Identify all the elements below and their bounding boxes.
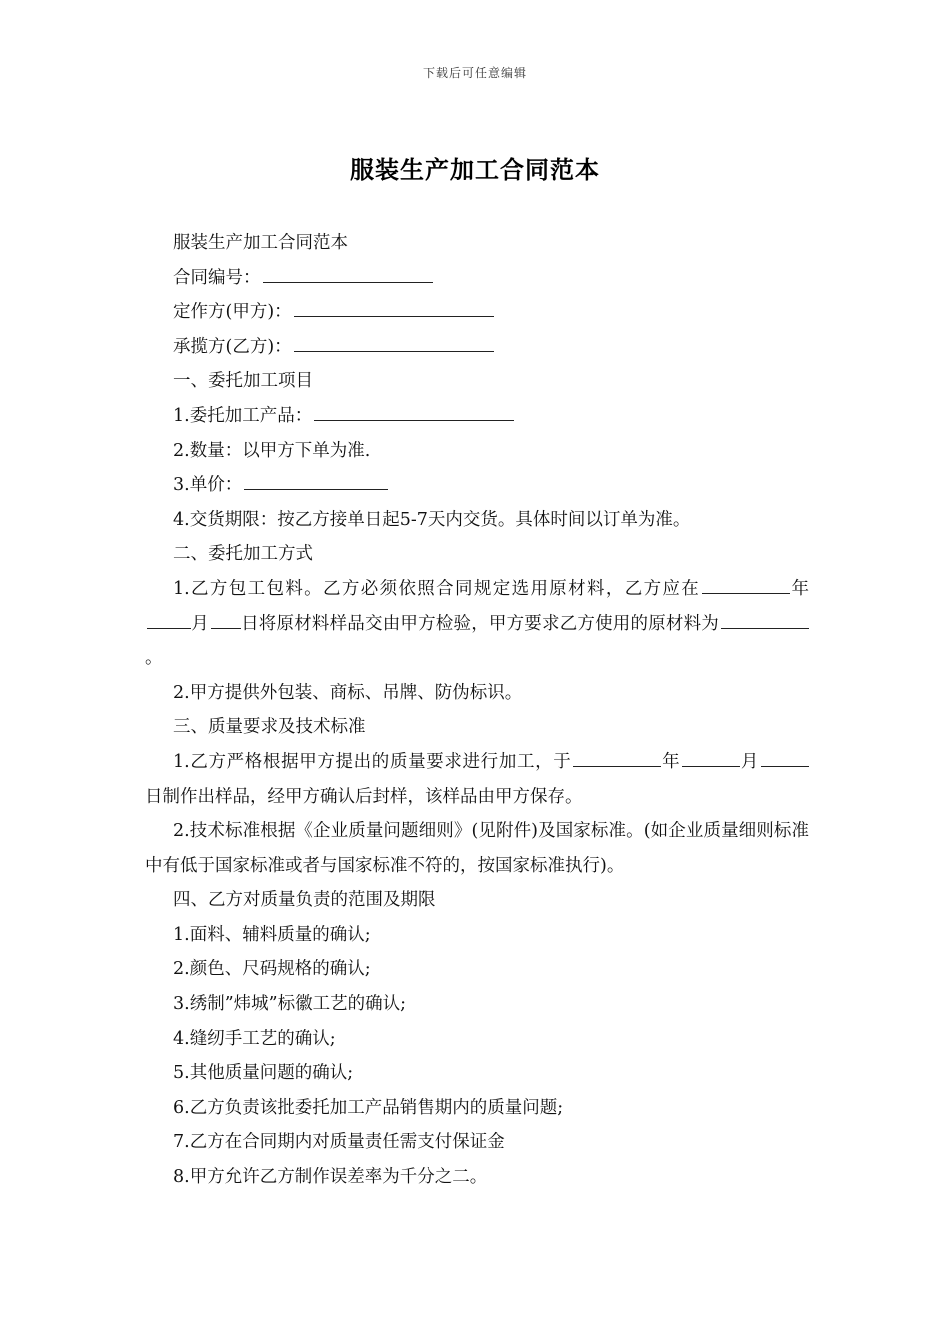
party-a-blank xyxy=(294,298,494,317)
party-b-blank xyxy=(294,333,494,352)
section-4-item-7: 7.乙方在合同期内对质量责任需支付保证金 xyxy=(173,1132,505,1153)
document-body xyxy=(145,226,809,1195)
sample-year-blank xyxy=(573,748,661,767)
section-4-heading: 四、乙方对质量负责的范围及期限 xyxy=(173,890,436,911)
contract-number-line xyxy=(145,261,809,296)
section-3-item-1-text-a: 1.乙方严格根据甲方提出的质量要求进行加工，于 xyxy=(173,751,572,772)
contract-number-blank xyxy=(263,264,433,283)
document-title: 服装生产加工合同范本 xyxy=(350,156,600,184)
unit-price-blank xyxy=(244,471,388,490)
section-2-item-1-text-a: 1.乙方包工包料。乙方必须依照合同规定选用原材料，乙方应在 xyxy=(173,578,701,599)
product-label: 1.委托加工产品： xyxy=(173,405,313,426)
section-3-item-1-text-b: 日制作出样品，经甲方确认后封样，该样品由甲方保存。 xyxy=(145,786,583,807)
header-note: 下载后可任意编辑 xyxy=(422,66,527,80)
sample-year-label: 年 xyxy=(661,751,681,772)
party-b-label: 承揽方(乙方)： xyxy=(173,336,292,357)
section-1-item-3 xyxy=(145,468,809,503)
section-4-item-6: 6.乙方负责该批委托加工产品销售期内的质量问题; xyxy=(173,1097,564,1118)
section-1-item-4: 4.交货期限：按乙方接单日起5-7天内交货。具体时间以订单为准。 xyxy=(173,509,691,530)
section-2-heading: 二、委托加工方式 xyxy=(173,544,313,565)
unit-price-label: 3.单价： xyxy=(173,475,243,496)
day-blank xyxy=(211,610,241,629)
section-1-item-1 xyxy=(145,399,809,434)
section-4-item-1: 1.面料、辅料质量的确认; xyxy=(173,924,371,945)
section-2-item-1-text-b: 日将原材料样品交由甲方检验，甲方要求乙方使用的原材料为 xyxy=(240,613,720,634)
year-blank xyxy=(702,575,790,594)
sample-month-blank xyxy=(682,748,740,767)
section-2-item-1-end: 。 xyxy=(145,648,163,669)
party-b-line xyxy=(145,330,809,365)
year-label: 年 xyxy=(790,578,809,599)
contract-number-label: 合同编号： xyxy=(173,267,261,288)
sample-day-blank-b xyxy=(791,748,809,767)
document-subtitle: 服装生产加工合同范本 xyxy=(173,233,348,253)
sample-day-blank-a xyxy=(761,748,791,767)
section-2-item-2: 2.甲方提供外包装、商标、吊牌、防伪标识。 xyxy=(173,682,523,703)
sample-month-label: 月 xyxy=(740,751,760,772)
section-4-item-2: 2.颜色、尺码规格的确认; xyxy=(173,959,371,980)
party-a-line xyxy=(145,295,809,330)
material-blank xyxy=(721,610,809,629)
section-2-item-1 xyxy=(145,572,809,676)
section-4-item-4: 4.缝纫手工艺的确认; xyxy=(173,1028,336,1049)
section-3-item-2: 2.技术标准根据《企业质量问题细则》(见附件)及国家标准。(如企业质量细则标准中有低于国家标准或者与国家标准不符的，按国家标准执行)。 xyxy=(145,821,809,876)
party-a-label: 定作方(甲方)： xyxy=(173,302,292,323)
month-label: 月 xyxy=(191,613,209,634)
section-1-item-2: 2.数量：以甲方下单为准. xyxy=(173,440,371,461)
section-3-item-1 xyxy=(145,745,809,814)
section-4-item-5: 5.其他质量问题的确认; xyxy=(173,1063,354,1084)
section-4-item-8: 8.甲方允许乙方制作误差率为千分之二。 xyxy=(173,1167,488,1188)
section-4-item-3: 3.绣制”炜城”标徽工艺的确认; xyxy=(173,994,406,1015)
section-3-heading: 三、质量要求及技术标准 xyxy=(173,717,366,738)
month-blank xyxy=(147,610,191,629)
product-blank xyxy=(314,402,514,421)
section-1-heading: 一、委托加工项目 xyxy=(173,371,313,392)
